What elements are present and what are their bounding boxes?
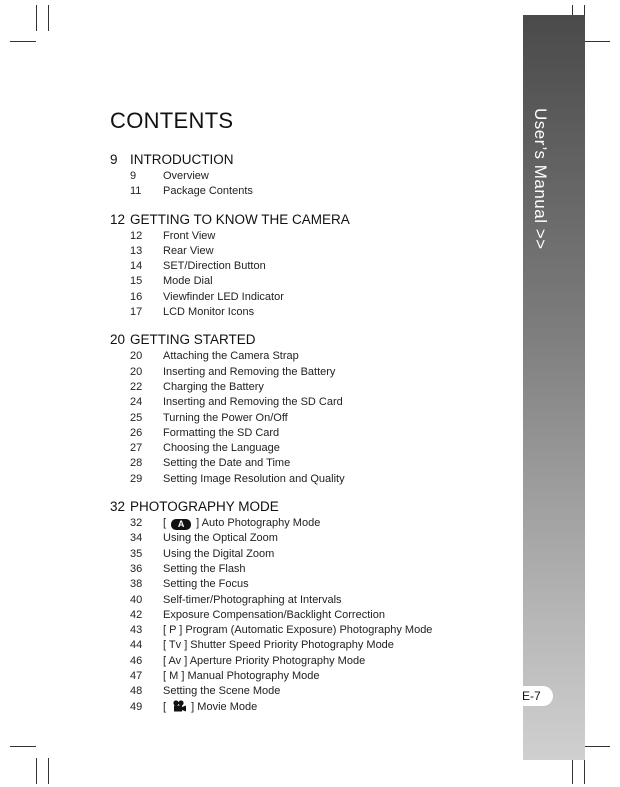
toc-entry: [110, 669, 510, 684]
auto-mode-icon: A: [171, 519, 191, 530]
entry-page-number: 36: [130, 562, 143, 575]
entry-page-number: 26: [130, 426, 143, 439]
entry-page-number: 15: [130, 275, 143, 288]
toc-entry: [110, 426, 510, 441]
section-page-number: 20: [110, 332, 126, 348]
entry-page-number: 35: [130, 547, 143, 560]
toc-entry: [110, 244, 510, 259]
entry-page-number: 16: [130, 290, 143, 303]
toc-entry: [110, 441, 510, 456]
entry-page-number: 40: [130, 593, 143, 606]
entry-label: Using the Optical Zoom: [163, 532, 278, 545]
entry-page-number: 20: [130, 350, 143, 363]
toc-entry: [110, 516, 510, 531]
entry-label: [ P ] Program (Automatic Exposure) Photography Mode: [163, 624, 433, 637]
section-gap: [110, 487, 510, 497]
section-gap: [110, 200, 510, 210]
toc-entry: [110, 577, 510, 592]
entry-label: Choosing the Language: [163, 442, 280, 455]
entry-label: Viewfinder LED Indicator: [163, 290, 284, 303]
toc-entry: [110, 349, 510, 364]
section-page-number: 12: [110, 211, 126, 227]
section-page-number: 9: [110, 152, 118, 167]
entry-label: [ M ] Manual Photography Mode: [163, 670, 320, 683]
toc-entry: [110, 365, 510, 380]
entry-page-number: 24: [130, 396, 143, 409]
toc-entry: [110, 531, 510, 546]
entry-label: Rear View: [163, 244, 214, 257]
toc-entry: [110, 684, 510, 699]
entry-page-number: 42: [130, 608, 143, 621]
crop-mark: [572, 758, 573, 784]
toc-entry: [110, 274, 510, 289]
entry-page-number: 12: [130, 229, 143, 242]
entry-label: SET/Direction Button: [163, 260, 266, 273]
toc-entry: [110, 305, 510, 320]
entry-label: Inserting and Removing the SD Card: [163, 396, 343, 409]
entry-label: Mode Dial: [163, 275, 213, 288]
section-title: GETTING TO KNOW THE CAMERA: [130, 211, 350, 227]
entry-label: Package Contents: [163, 185, 253, 198]
crop-mark: [36, 5, 37, 31]
section-heading: [110, 150, 510, 169]
toc-entry: [110, 411, 510, 426]
toc-section: [110, 330, 510, 487]
toc-entry: [110, 623, 510, 638]
entry-label: Front View: [163, 229, 216, 242]
page-number: E-7: [517, 686, 553, 706]
crop-mark: [584, 758, 585, 784]
toc-entry: [110, 395, 510, 410]
entry-label: Self-timer/Photographing at Intervals: [163, 593, 342, 606]
entry-label: [ ] Movie Mode: [163, 701, 257, 713]
entry-page-number: 49: [130, 700, 143, 713]
section-page-number: 32: [110, 499, 126, 515]
crop-mark: [48, 5, 49, 31]
toc-entry: [110, 638, 510, 653]
entry-page-number: 43: [130, 624, 143, 637]
entry-label: [ A ] Auto Photography Mode: [163, 517, 321, 530]
entry-page-number: 11: [130, 185, 142, 198]
toc-entry: [110, 700, 510, 715]
entry-page-number: 9: [130, 170, 137, 182]
entry-label: Charging the Battery: [163, 380, 264, 393]
entry-label: Inserting and Removing the Battery: [163, 365, 336, 378]
toc-entry: [110, 562, 510, 577]
movie-camera-icon: [171, 700, 186, 717]
side-title: User’s Manual >>: [531, 108, 550, 250]
section-heading: [110, 497, 510, 516]
entry-label: Overview: [163, 170, 209, 182]
entry-label: Setting the Date and Time: [163, 457, 291, 470]
crop-mark: [584, 41, 610, 42]
entry-page-number: 25: [130, 411, 143, 424]
entry-page-number: 22: [130, 380, 143, 393]
entry-page-number: 48: [130, 685, 143, 698]
entry-label: [ Av ] Aperture Priority Photography Mode: [163, 654, 366, 667]
toc-section: [110, 210, 510, 321]
crop-mark: [10, 746, 36, 747]
entry-page-number: 20: [130, 365, 143, 378]
entry-page-number: 29: [130, 472, 143, 485]
toc-entry: [110, 593, 510, 608]
entry-page-number: 44: [130, 639, 143, 652]
entry-page-number: 14: [130, 260, 143, 273]
entry-label: Formatting the SD Card: [163, 426, 280, 439]
toc-entry: [110, 608, 510, 623]
entry-page-number: 17: [130, 306, 143, 319]
entry-page-number: 32: [130, 517, 143, 530]
toc-entry: [110, 229, 510, 244]
section-heading: [110, 210, 510, 229]
toc-entry: [110, 169, 510, 184]
crop-mark: [48, 758, 49, 784]
page-title: CONTENTS: [110, 108, 234, 133]
entry-label: Using the Digital Zoom: [163, 547, 275, 560]
section-heading: [110, 330, 510, 349]
toc-entry: [110, 380, 510, 395]
entry-page-number: 34: [130, 532, 143, 545]
section-gap: [110, 320, 510, 330]
entry-page-number: 47: [130, 670, 143, 683]
section-title: INTRODUCTION: [130, 152, 234, 167]
entry-label: Setting Image Resolution and Quality: [163, 472, 345, 485]
toc-entry: [110, 654, 510, 669]
toc-entry: [110, 290, 510, 305]
toc-entry: [110, 259, 510, 274]
section-title: GETTING STARTED: [130, 332, 256, 348]
crop-mark: [36, 758, 37, 784]
entry-page-number: 28: [130, 457, 143, 470]
entry-label: Setting the Scene Mode: [163, 685, 281, 698]
toc-entry: [110, 456, 510, 471]
entry-label: Attaching the Camera Strap: [163, 350, 299, 363]
entry-label: Setting the Focus: [163, 578, 249, 591]
table-of-contents: [110, 150, 510, 715]
toc-entry: [110, 184, 510, 199]
entry-page-number: 27: [130, 442, 143, 455]
entry-label: LCD Monitor Icons: [163, 306, 255, 319]
toc-entry: [110, 472, 510, 487]
entry-page-number: 13: [130, 244, 143, 257]
toc-entry: [110, 547, 510, 562]
entry-label: Setting the Flash: [163, 562, 246, 575]
entry-page-number: 46: [130, 654, 143, 667]
crop-mark: [10, 41, 36, 42]
crop-mark: [584, 746, 610, 747]
toc-section: [110, 150, 510, 200]
entry-label: [ Tv ] Shutter Speed Priority Photography Mode: [163, 639, 394, 652]
entry-page-number: 38: [130, 578, 143, 591]
section-title: PHOTOGRAPHY MODE: [130, 499, 279, 515]
entry-label: Turning the Power On/Off: [163, 411, 288, 424]
entry-label: Exposure Compensation/Backlight Correction: [163, 608, 385, 621]
toc-section: [110, 497, 510, 715]
